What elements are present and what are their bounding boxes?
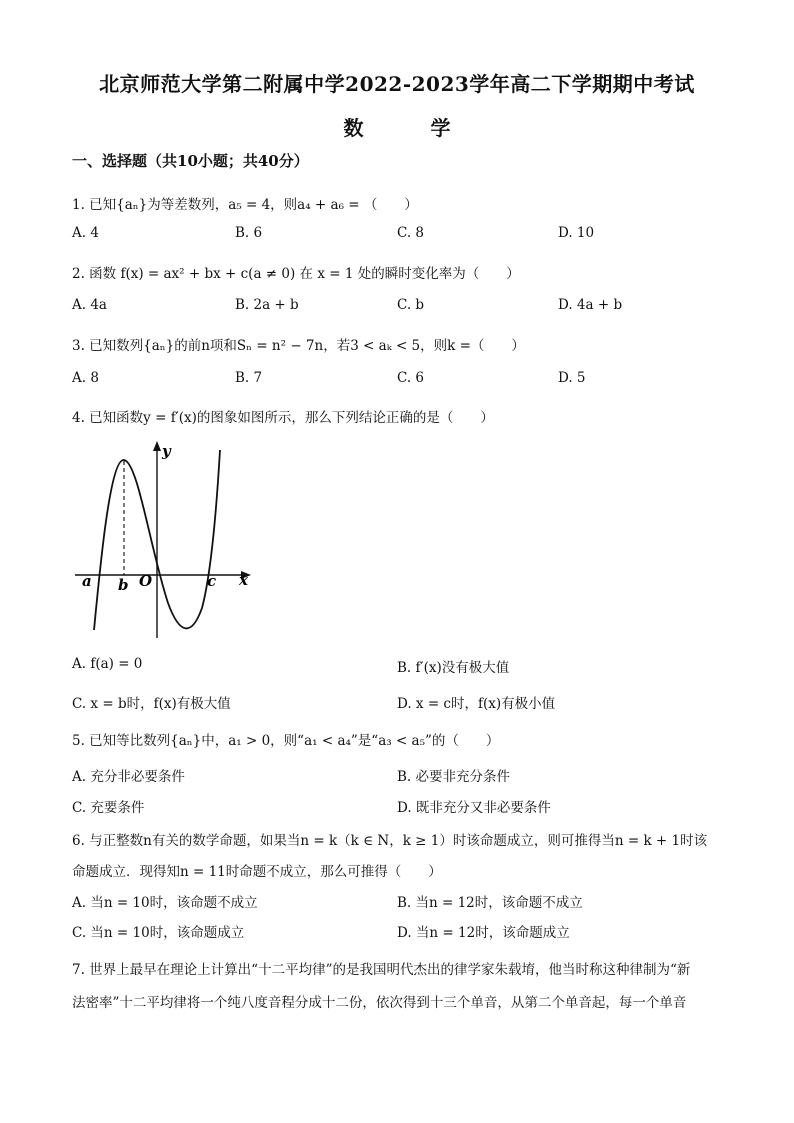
question-6-option-c: C. 当n = 10时，该命题成立 — [72, 925, 245, 941]
question-3-option-a: A. 8 — [72, 370, 99, 386]
question-2-stem: 2. 函数 f(x) = ax² + bx + c(a ≠ 0) 在 x = 1 处的瞬时变化率为（ ） — [72, 266, 520, 282]
question-4-option-b: B. f′(x)没有极大值 — [397, 660, 510, 676]
subject-title: 数 学 — [343, 116, 481, 140]
label-c: c — [207, 572, 217, 590]
question-6-option-a: A. 当n = 10时，该命题不成立 — [72, 895, 258, 911]
question-5-option-c: C. 充要条件 — [72, 800, 145, 816]
question-6-stem-line-2: 命题成立．现得知n = 11时命题不成立，那么可推得（ ） — [72, 864, 442, 880]
question-4-option-d: D. x = c时，f(x)有极小值 — [397, 696, 556, 712]
label-b: b — [118, 576, 129, 594]
question-4-option-c: C. x = b时，f(x)有极大值 — [72, 696, 231, 712]
question-5-stem: 5. 已知等比数列{aₙ}中，a₁ > 0，则“a₁ < a₄”是“a₃ < a₅”的（ ） — [72, 733, 500, 749]
question-3-option-d: D. 5 — [558, 370, 586, 386]
question-5-option-b: B. 必要非充分条件 — [397, 769, 511, 785]
question-6-option-d: D. 当n = 12时，该命题成立 — [397, 925, 570, 941]
question-5-option-d: D. 既非充分又非必要条件 — [397, 800, 551, 816]
question-2-option-b: B. 2a + b — [235, 297, 299, 313]
label-a: a — [82, 572, 92, 590]
question-3-option-c: C. 6 — [397, 370, 425, 386]
question-1-option-b: B. 6 — [235, 225, 263, 241]
question-1-option-d: D. 10 — [558, 225, 595, 241]
question-4-option-a: A. f(a) = 0 — [72, 656, 143, 672]
question-3-stem: 3. 已知数列{aₙ}的前n项和Sₙ = n² − 7n，若3 < aₖ < 5，则k =（ ） — [72, 338, 525, 354]
label-y: y — [162, 442, 171, 460]
question-1-option-a: A. 4 — [72, 225, 99, 241]
label-origin: O — [139, 572, 153, 590]
page-title: 北京师范大学第二附属中学2022-2023学年高二下学期期中考试 — [99, 72, 695, 96]
y-axis-arrow-icon — [153, 441, 161, 451]
question-6-option-b: B. 当n = 12时，该命题不成立 — [397, 895, 583, 911]
question-2-option-a: A. 4a — [72, 297, 107, 313]
question-1-stem: 1. 已知{aₙ}为等差数列，a₅ = 4，则a₄ + a₆ = （ ） — [72, 197, 418, 213]
question-7-stem-line-2: 法密率”十二平均律将一个纯八度音程分成十二份，依次得到十三个单音，从第二个单音起，每一个单音 — [72, 995, 687, 1011]
question-3-option-b: B. 7 — [235, 370, 263, 386]
question-2-option-c: C. b — [397, 297, 425, 313]
section-heading: 一、选择题（共10小题；共40分） — [72, 152, 309, 170]
question-7-stem-line-1: 7. 世界上最早在理论上计算出“十二平均律”的是我国明代杰出的律学家朱载堉，他当时称这种律制为“新 — [72, 962, 691, 978]
question-6-stem-line-1: 6. 与正整数n有关的数学命题，如果当n = k（k ∈ N，k ≥ 1）时该命题成立，则可推得当n = k + 1时该 — [72, 833, 708, 849]
question-2-option-d: D. 4a + b — [558, 297, 623, 313]
question-5-option-a: A. 充分非必要条件 — [72, 769, 185, 785]
question-1-option-c: C. 8 — [397, 225, 425, 241]
question-4-stem: 4. 已知函数y = f′(x)的图象如图所示，那么下列结论正确的是（ ） — [72, 410, 494, 426]
label-x: x — [239, 571, 248, 589]
derivative-graph-figure — [70, 438, 260, 648]
